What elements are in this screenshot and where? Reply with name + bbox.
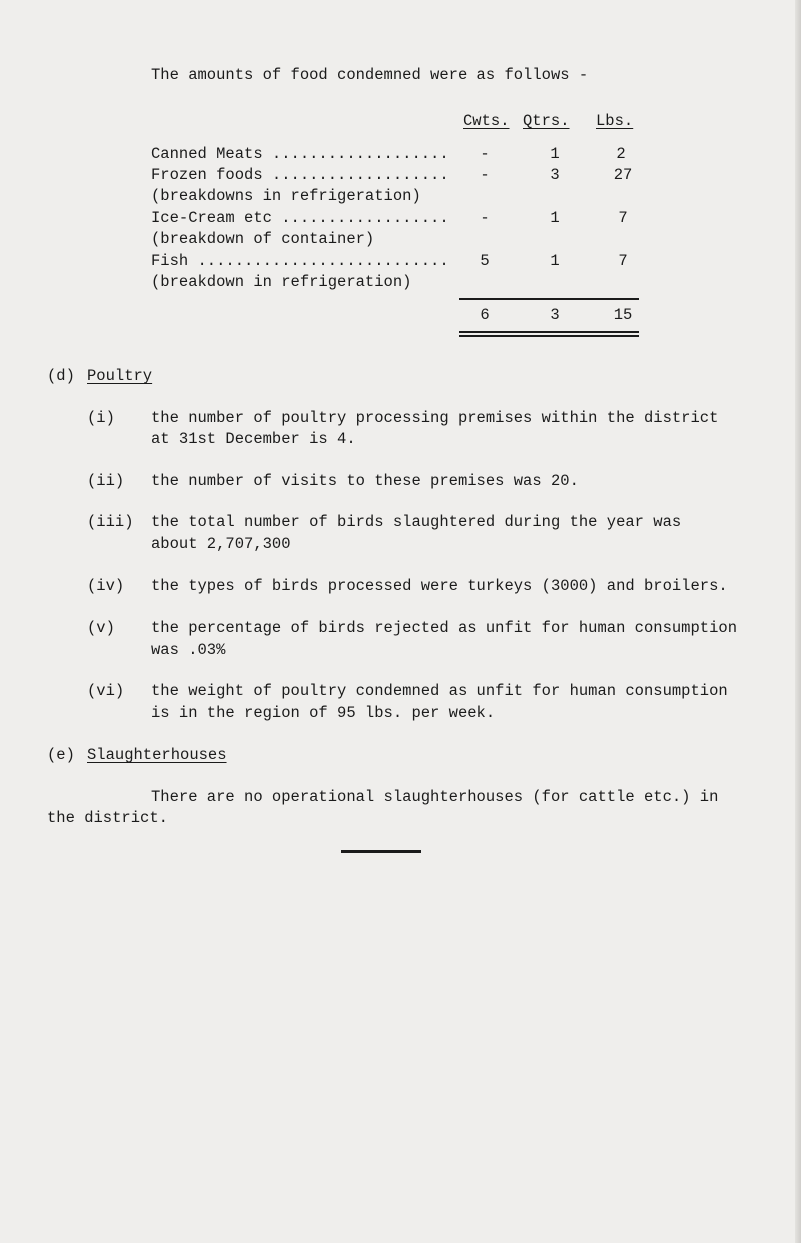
total-qtrs: 3 xyxy=(550,306,560,324)
closing-rule xyxy=(341,850,421,853)
total-cwts: 6 xyxy=(480,306,490,324)
item-text: the types of birds processed were turkeys (3000) and broilers. xyxy=(151,577,728,595)
row-cwts: 5 xyxy=(480,252,490,270)
row-note: (breakdown of container) xyxy=(151,230,375,248)
row-qtrs: 1 xyxy=(550,252,560,270)
item-text: the total number of birds slaughtered during the year was xyxy=(151,513,682,531)
row-cwts: - xyxy=(480,209,490,227)
page-edge-shadow xyxy=(795,0,801,1243)
item-text: about 2,707,300 xyxy=(151,535,291,553)
item-text: the number of visits to these premises was 20. xyxy=(151,472,579,490)
item-number: (iv) xyxy=(87,577,125,595)
slaughterhouses-text: the district. xyxy=(47,809,168,827)
intro-text: The amounts of food condemned were as follows - xyxy=(151,66,589,84)
item-number: (v) xyxy=(87,619,115,637)
section-label-e: (e) xyxy=(47,746,75,764)
row-qtrs: 3 xyxy=(550,166,560,184)
row-lbs: 7 xyxy=(618,209,628,227)
totals-top-rule xyxy=(459,298,639,300)
row-label: Ice-Cream etc .................. xyxy=(151,209,449,227)
row-lbs: 2 xyxy=(616,145,626,163)
item-number: (vi) xyxy=(87,682,125,700)
row-lbs: 27 xyxy=(613,166,633,184)
row-label: Frozen foods ................... xyxy=(151,166,449,184)
row-label: Canned Meats ................... xyxy=(151,145,449,163)
section-label-d: (d) xyxy=(47,367,75,385)
poultry-heading: Poultry xyxy=(87,367,153,385)
total-lbs: 15 xyxy=(613,306,633,324)
slaughterhouses-text: There are no operational slaughterhouses (for cattle etc.) in xyxy=(151,788,719,806)
row-lbs: 7 xyxy=(618,252,628,270)
row-note: (breakdowns in refrigeration) xyxy=(151,187,421,205)
item-text: at 31st December is 4. xyxy=(151,430,356,448)
item-number: (ii) xyxy=(87,472,125,490)
totals-bottom-rule-1 xyxy=(459,331,639,333)
row-qtrs: 1 xyxy=(550,209,560,227)
header-lbs: Lbs. xyxy=(596,112,634,130)
item-number: (i) xyxy=(87,409,115,427)
row-note: (breakdown in refrigeration) xyxy=(151,273,412,291)
item-text: the weight of poultry condemned as unfit for human consumption xyxy=(151,682,728,700)
row-cwts: - xyxy=(480,145,490,163)
item-number: (iii) xyxy=(87,513,134,531)
header-cwts: Cwts. xyxy=(463,112,510,130)
item-text: was .03% xyxy=(151,641,226,659)
slaughterhouses-heading: Slaughterhouses xyxy=(87,746,227,764)
row-label: Fish ........................... xyxy=(151,252,449,270)
item-text: the percentage of birds rejected as unfit for human consumption xyxy=(151,619,737,637)
row-cwts: - xyxy=(480,166,490,184)
item-text: is in the region of 95 lbs. per week. xyxy=(151,704,496,722)
item-text: the number of poultry processing premises within the district xyxy=(151,409,719,427)
header-qtrs: Qtrs. xyxy=(523,112,570,130)
row-qtrs: 1 xyxy=(550,145,560,163)
totals-bottom-rule-2 xyxy=(459,335,639,337)
